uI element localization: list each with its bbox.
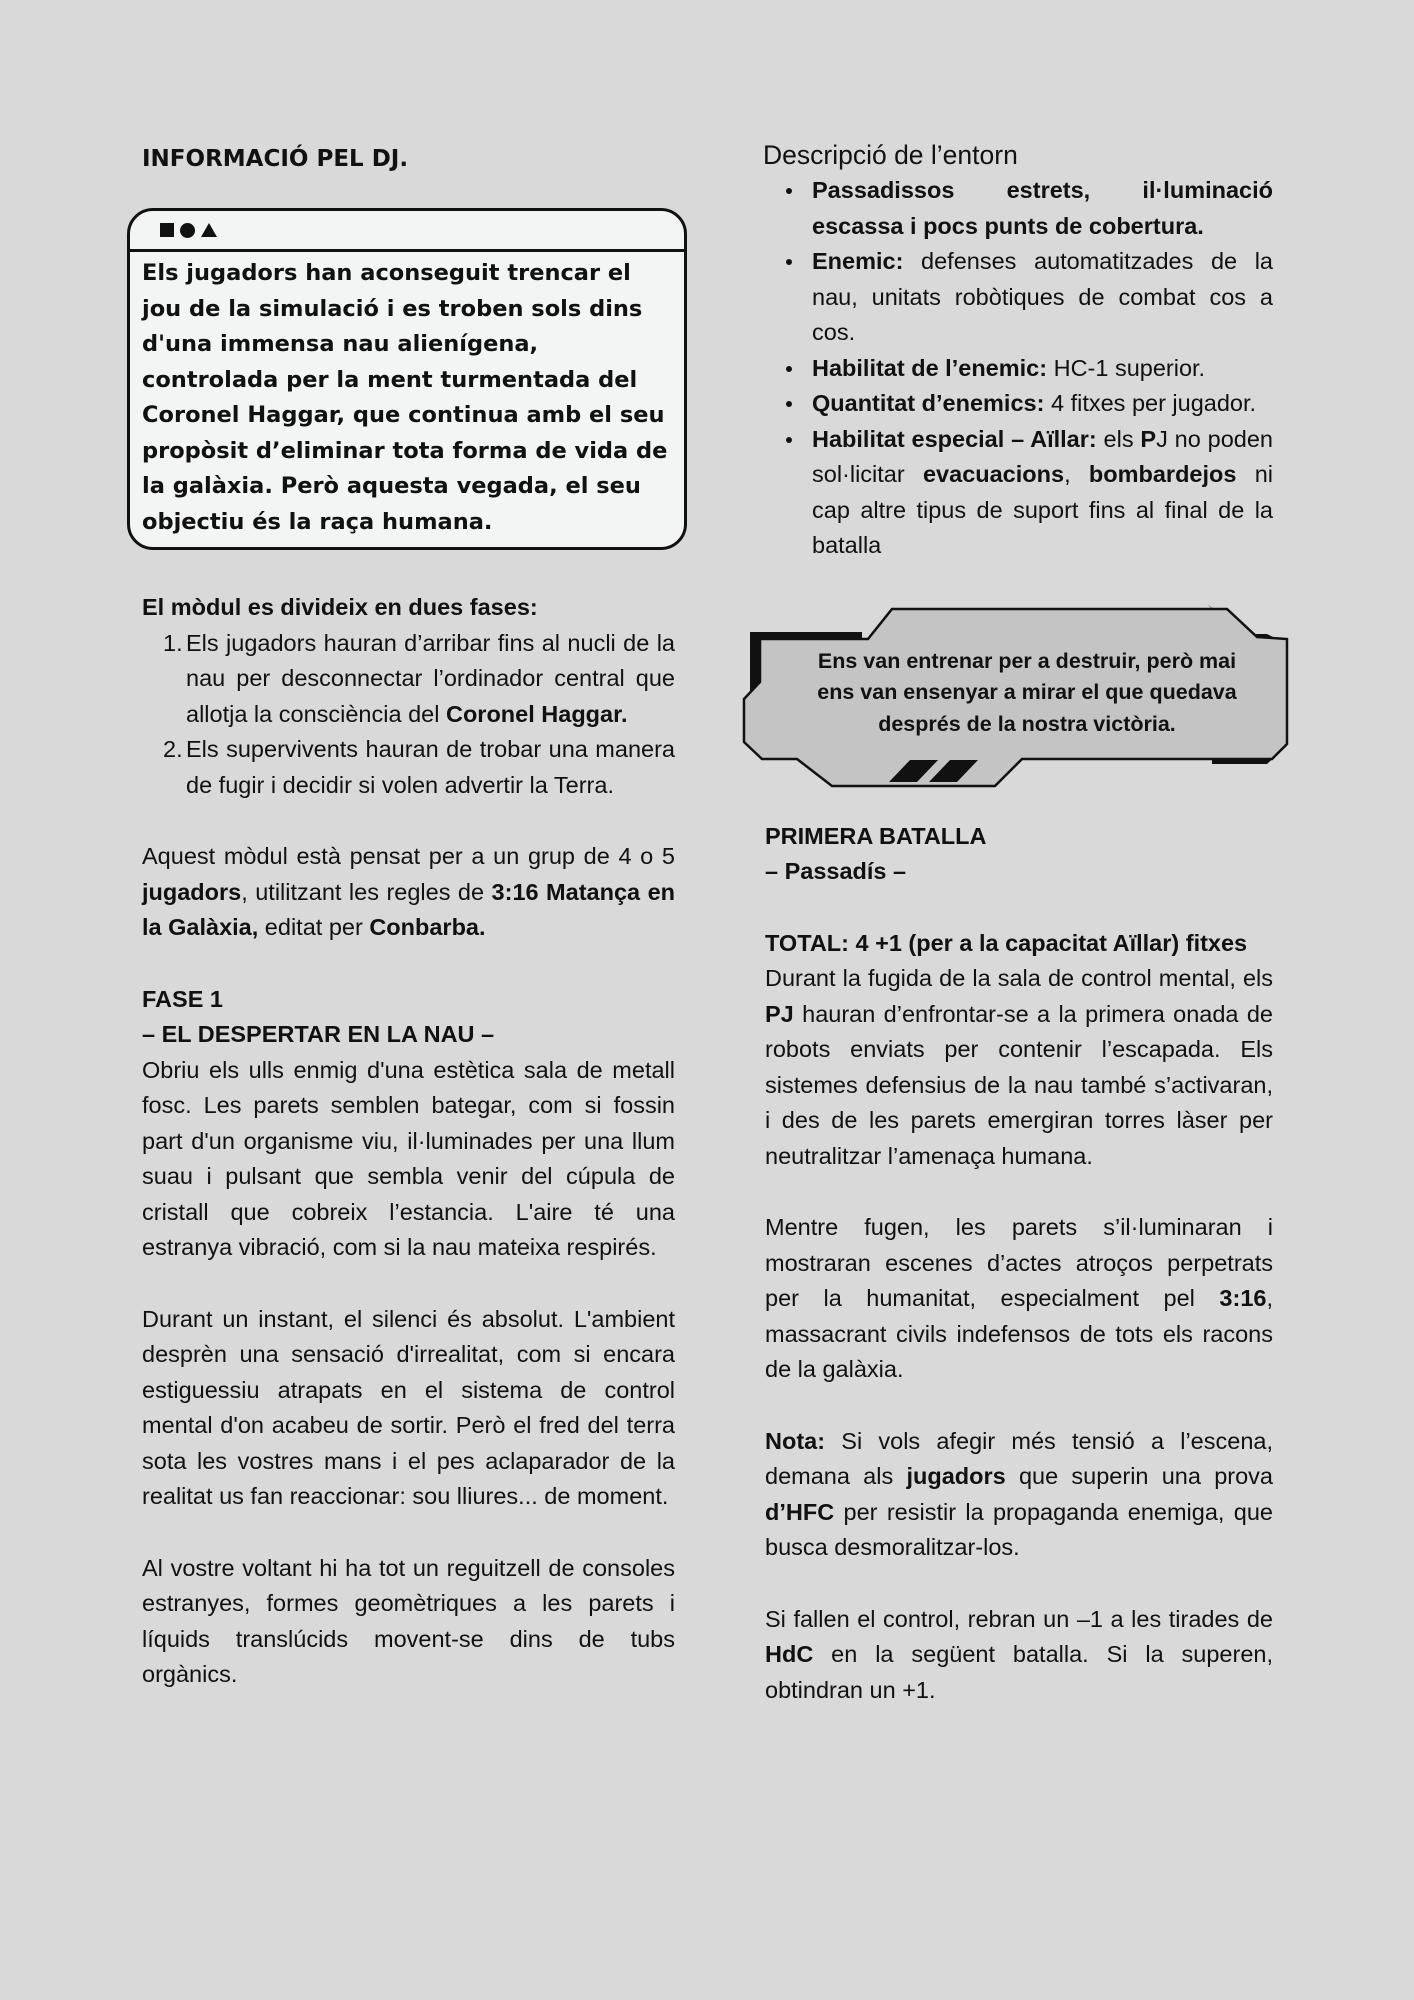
env-item-1: Passadissos estrets, il·luminació escassa i pocs punts de cobertura.	[765, 173, 1273, 244]
battle-title: PRIMERA BATALLA	[765, 822, 987, 849]
total-line: TOTAL: 4 +1 (per a la capacitat Aïllar) fitxes	[765, 929, 1248, 956]
paragraph-3: Al vostre voltant hi ha tot un reguitzell de consoles estranyes, formes geomètriques a les parets i líquids translúcids movent-se dins de tubs orgànics.	[142, 1554, 675, 1687]
paragraph-1: Obriu els ulls enmig d'una estètica sala de metall fosc. Les parets semblen bategar, com si fossin part d'un organisme viu, il·luminades per una llum suau i pulsant que sembla venir del cúpula de cristall que cobreix l’estancia. L'aire té una estranya vibració, com si la nau mateixa respirés.	[142, 1056, 675, 1260]
left-column	[142, 138, 675, 1693]
square-icon	[160, 223, 174, 237]
battle-paragraph-2: Mentre fugen, les parets s’il·luminaran i mostraran escenes d’actes atroços perpetrats per la humanitat, especialment pel 3:16, massacrant civils indefensos de tots els racons de la galàxia.	[765, 1214, 1273, 1382]
environment-title: Descripció de l’entorn	[763, 140, 1018, 170]
fase-subtitle: – EL DESPERTAR EN LA NAU –	[142, 1021, 495, 1047]
fase-title: FASE 1	[142, 985, 223, 1012]
circle-icon	[180, 223, 195, 238]
phases-list	[142, 626, 675, 804]
quote-text: Ens van entrenar per a destruir, però mai ens van ensenyar a mirar el que quedava després de la nostra victòria.	[817, 648, 1237, 736]
env-item-2: Enemic: defenses automatitzades de la nau, unitats robòtiques de combat cos a cos.	[765, 244, 1273, 351]
phases-intro: El mòdul es divideix en dues fases:	[142, 594, 538, 620]
info-box-text: Els jugadors han aconseguit trencar el jou de la simulació i es troben sols dins d'una immensa nau alienígena, controlada per la ment turmentada del Coronel Haggar, que continua amb el seu propòsit d’eliminar tota forma de vida de la galàxia. Però aquesta vegada, el seu objectiu és la raça humana.	[142, 260, 668, 535]
battle-subtitle: – Passadís –	[765, 858, 907, 884]
env-item-3: Habilitat de l’enemic: HC-1 superior.	[765, 351, 1273, 387]
battle-paragraph-1: Durant la fugida de la sala de control mental, els PJ hauran d’enfrontar-se a la primera onada de robots enviats per contenir l’escapada. Els sistemes defensius de la nau també s’activaran, i des de les parets emergiran torres làser per neutralitzar l’amenaça humana.	[765, 965, 1273, 1169]
note-paragraph: Nota: Si vols afegir més tensió a l’escena, demana als jugadors que superin una prova d’HFC per resistir la propaganda enemiga, que busca desmoralitzar-los.	[765, 1427, 1273, 1560]
triangle-icon	[201, 223, 217, 237]
paragraph-2: Durant un instant, el silenci és absolut. L'ambient desprèn una sensació d'irrealitat, com si encara estiguessiu atrapats en el sistema de control mental d'on acabeu de sortir. Però el fred del terra sota les vostres mans i el pes aclaparador de la realitat us fan reaccionar: sou lliures... de moment.	[142, 1305, 675, 1509]
right-column	[765, 138, 1273, 1708]
env-item-5: Habilitat especial – Aïllar: els PJ no poden sol·licitar evacuacions, bombardejos ni cap altre tipus de suport fins al final de la batalla	[765, 422, 1273, 564]
quote-box	[742, 604, 1312, 799]
phase-item-2: 2. Els supervivents hauran de trobar una manera de fugir i decidir si volen advertir la Terra.	[163, 736, 675, 798]
phase-item-1: 1. Els jugadors hauran d’arribar fins al nucli de la nau per desconnectar l’ordinador central que allotja la consciència del Coronel Haggar.	[163, 629, 675, 727]
env-item-4: Quantitat d’enemics: 4 fitxes per jugador.	[765, 386, 1273, 422]
fail-paragraph: Si fallen el control, rebran un –1 a les tirades de HdC en la següent batalla. Si la superen, obtindran un +1.	[765, 1605, 1273, 1703]
module-info: Aquest mòdul està pensat per a un grup de 4 o 5 jugadors, utilitzant les regles de 3:16 Matança en la Galàxia, editat per Conbarba.	[142, 843, 675, 940]
environment-list	[765, 173, 1273, 564]
info-title: INFORMACIÓ PEL DJ.	[142, 146, 409, 172]
info-box-header	[130, 211, 684, 252]
info-box	[127, 208, 687, 550]
